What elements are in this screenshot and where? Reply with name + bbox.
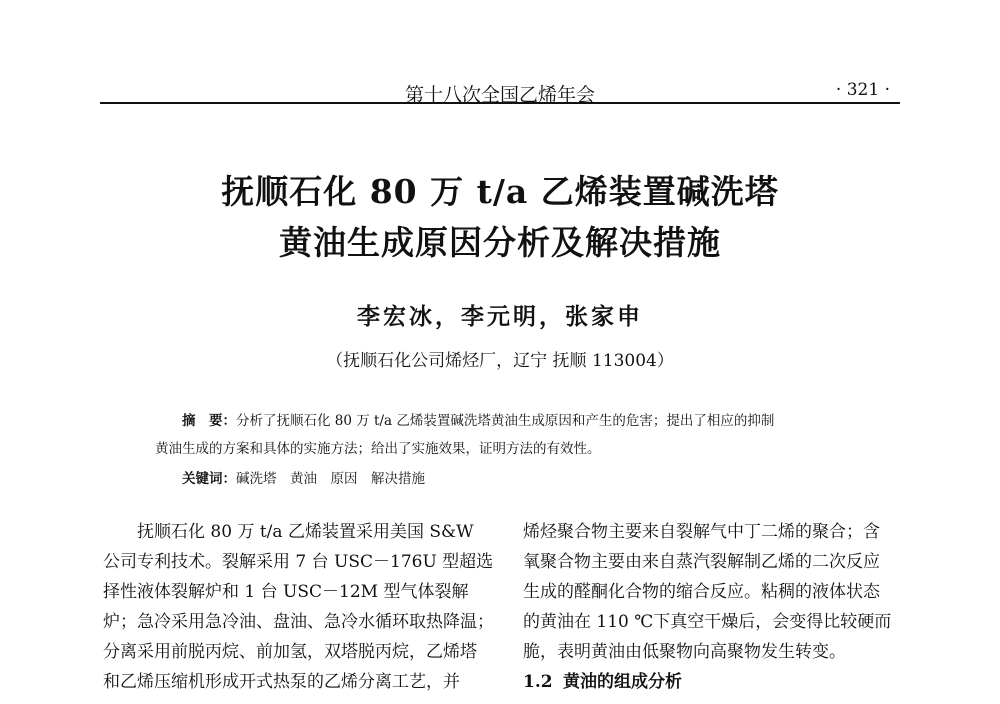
paper-title-line-1: 抚顺石化 80 万 t/a 乙烯装置碱洗塔 [221, 172, 779, 211]
abstract-line-1 [182, 409, 774, 429]
body-line: 炉；急冷采用急冷油、盘油、急冷水循环取热降温； [103, 612, 494, 632]
running-header-title: 第十八次全国乙烯年会 [404, 84, 595, 106]
body-line: 烯烃聚合物主要来自裂解气中丁二烯的聚合；含 [523, 522, 880, 542]
body-line: 公司专利技术。裂解采用 7 台 USC－176U 型超选 [103, 552, 494, 572]
body-line: 和乙烯压缩机形成开式热泵的乙烯分离工艺，并 [103, 672, 460, 692]
abstract-text-1: 分析了抚顺石化 80 万 t/a 乙烯装置碱洗塔黄油生成原因和产生的危害；提出了相应的抑制 [236, 413, 775, 429]
section-heading [523, 667, 903, 697]
body-line: 分离采用前脱丙烷、前加氢，双塔脱丙烷，乙烯塔 [103, 642, 477, 662]
keywords-line [182, 467, 425, 487]
section-number: 1.2 [523, 672, 553, 692]
body-line: 抚顺石化 80 万 t/a 乙烯装置采用美国 S&W [137, 522, 474, 542]
keywords-label: 关键词： [182, 471, 236, 487]
body-left-column [103, 517, 494, 697]
body-line: 氧聚合物主要由来自蒸汽裂解制乙烯的二次反应 [523, 552, 880, 572]
keywords-text: 碱洗塔 黄油 原因 解决措施 [236, 471, 425, 487]
affiliation: （抚顺石化公司烯烃厂，辽宁 抚顺 113004） [326, 351, 674, 371]
abstract-line-2: 黄油生成的方案和具体的实施方法；给出了实施效果，证明方法的有效性。 [155, 441, 601, 457]
paper-title-line-2: 黄油生成原因分析及解决措施 [279, 223, 721, 262]
body-right-column [523, 517, 903, 697]
body-line: 的黄油在 110 ℃下真空干燥后，会变得比较硬而 [523, 612, 892, 632]
abstract-label: 摘 要： [182, 413, 236, 429]
header-rule [100, 102, 900, 104]
body-line: 生成的醛酮化合物的缩合反应。粘稠的液体状态 [523, 582, 880, 602]
section-title: 黄油的组成分析 [563, 672, 682, 692]
body-line: 脆，表明黄油由低聚物向高聚物发生转变。 [523, 642, 846, 662]
authors: 李宏冰，李元明，张家申 [357, 303, 643, 330]
page-number: · 321 · [835, 80, 890, 100]
body-line: 择性液体裂解炉和 1 台 USC－12M 型气体裂解 [103, 582, 469, 602]
